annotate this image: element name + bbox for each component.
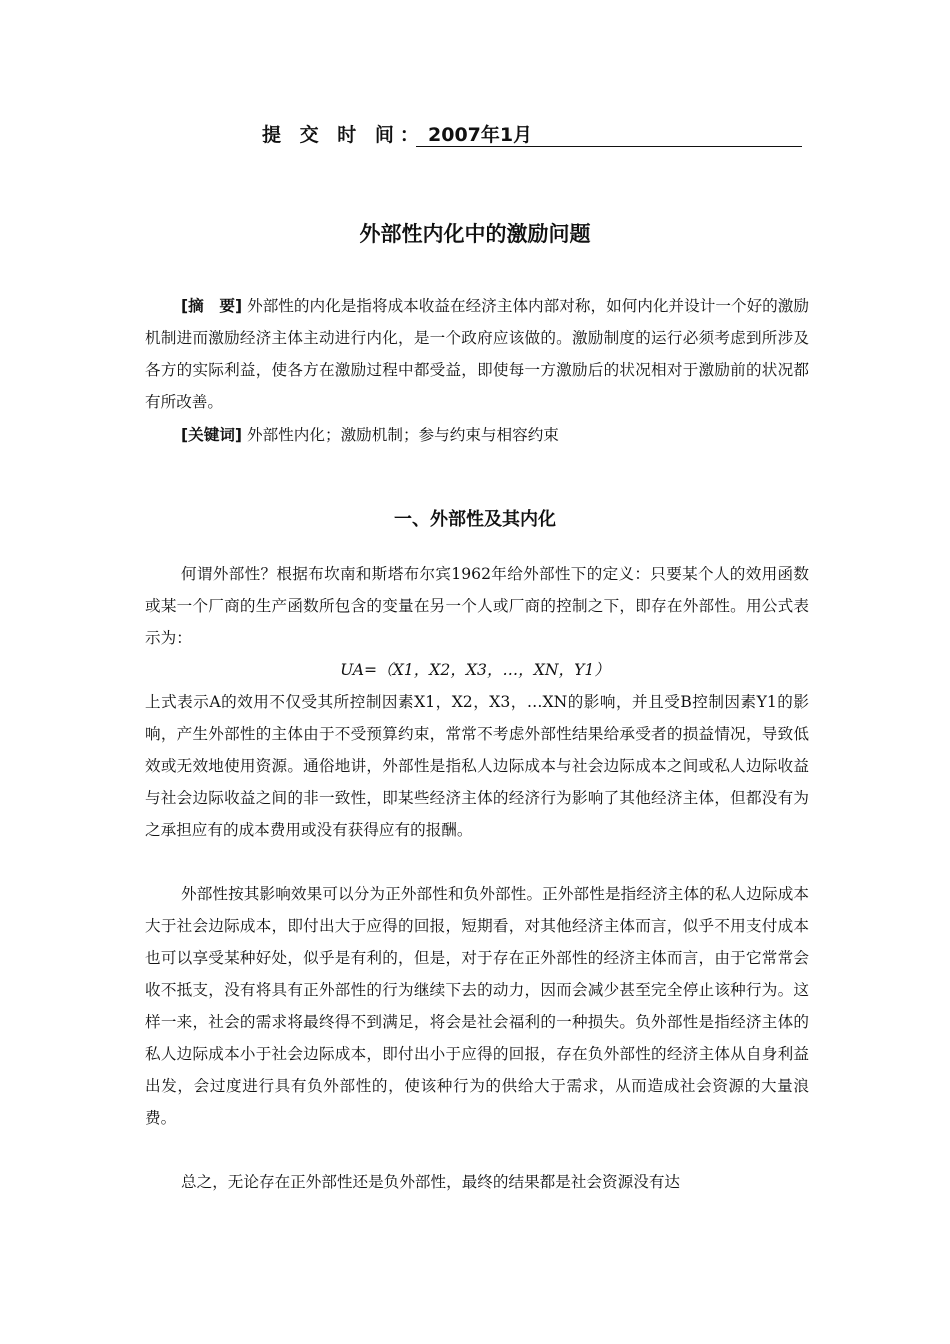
abstract-tag: [摘 要]: [181, 297, 243, 315]
paragraph-4: 总之，无论存在正外部性还是负外部性，最终的结果都是社会资源没有达: [181, 1173, 681, 1191]
submit-time-label: 提 交 时 间：: [262, 124, 425, 146]
keywords-text: 外部性内化；激励机制；参与约束与相容约束: [247, 426, 559, 444]
paragraph-1: 何谓外部性？根据布坎南和斯塔布尔宾1962年给外部性下的定义：只要某个人的效用函数或某一个厂商的生产函数所包含的变量在另一个人或厂商的控制之下，即存在外部性。用公式表示为：: [145, 565, 809, 647]
document-title: 外部性内化中的激励问题: [359, 222, 591, 246]
submit-time-field: [416, 120, 802, 147]
paragraph-3: 外部性按其影响效果可以分为正外部性和负外部性。正外部性是指经济主体的私人边际成本大于社会边际成本，即付出大于应得的回报，短期看，对其他经济主体而言，似乎不用支付成本也可以享受某种好处，似乎是有利的，但是，对于存在正外部性的经济主体而言，由于它常常会收不抵支，没有将具有正外部性的行为继续下去的动力，因而会减少甚至完全停止该种行为。这样一来，社会的需求将最终得不到满足，将会是社会福利的一种损失。负外部性是指经济主体的私人边际成本小于社会边际成本，即付出小于应得的回报，存在负外部性的经济主体从自身利益出发，会过度进行具有负外部性的，使该种行为的供给大于需求，从而造成社会资源的大量浪费。: [145, 885, 809, 1127]
section-heading: 一、外部性及其内化: [394, 509, 556, 530]
paragraph-2: 上式表示A的效用不仅受其所控制因素X1，X2，X3，…XN的影响，并且受B控制因素Y1的影响，产生外部性的主体由于不受预算约束，常常不考虑外部性结果给承受者的损益情况，导致低效或无效地使用资源。通俗地讲，外部性是指私人边际成本与社会边际成本之间或私人边际收益与社会边际收益之间的非一致性，即某些经济主体的经济行为影响了其他经济主体，但都没有为之承担应有的成本费用或没有获得应有的报酬。: [145, 693, 809, 839]
formula: UA=（X1，X2，X3，…，XN，Y1）: [340, 661, 610, 679]
submit-time-line: [262, 120, 802, 150]
keywords-paragraph: [145, 419, 809, 451]
keywords-tag: [关键词]: [181, 426, 243, 444]
submit-time-value: 2007年1月: [428, 124, 533, 146]
abstract-text: 外部性的内化是指将成本收益在经济主体内部对称，如何内化并设计一个好的激励机制进而激励经济主体主动进行内化，是一个政府应该做的。激励制度的运行必须考虑到所涉及各方的实际利益，使各方在激励过程中都受益，即使每一方激励后的状况相对于激励前的状况都有所改善。: [145, 297, 809, 411]
abstract-paragraph: [145, 290, 809, 418]
